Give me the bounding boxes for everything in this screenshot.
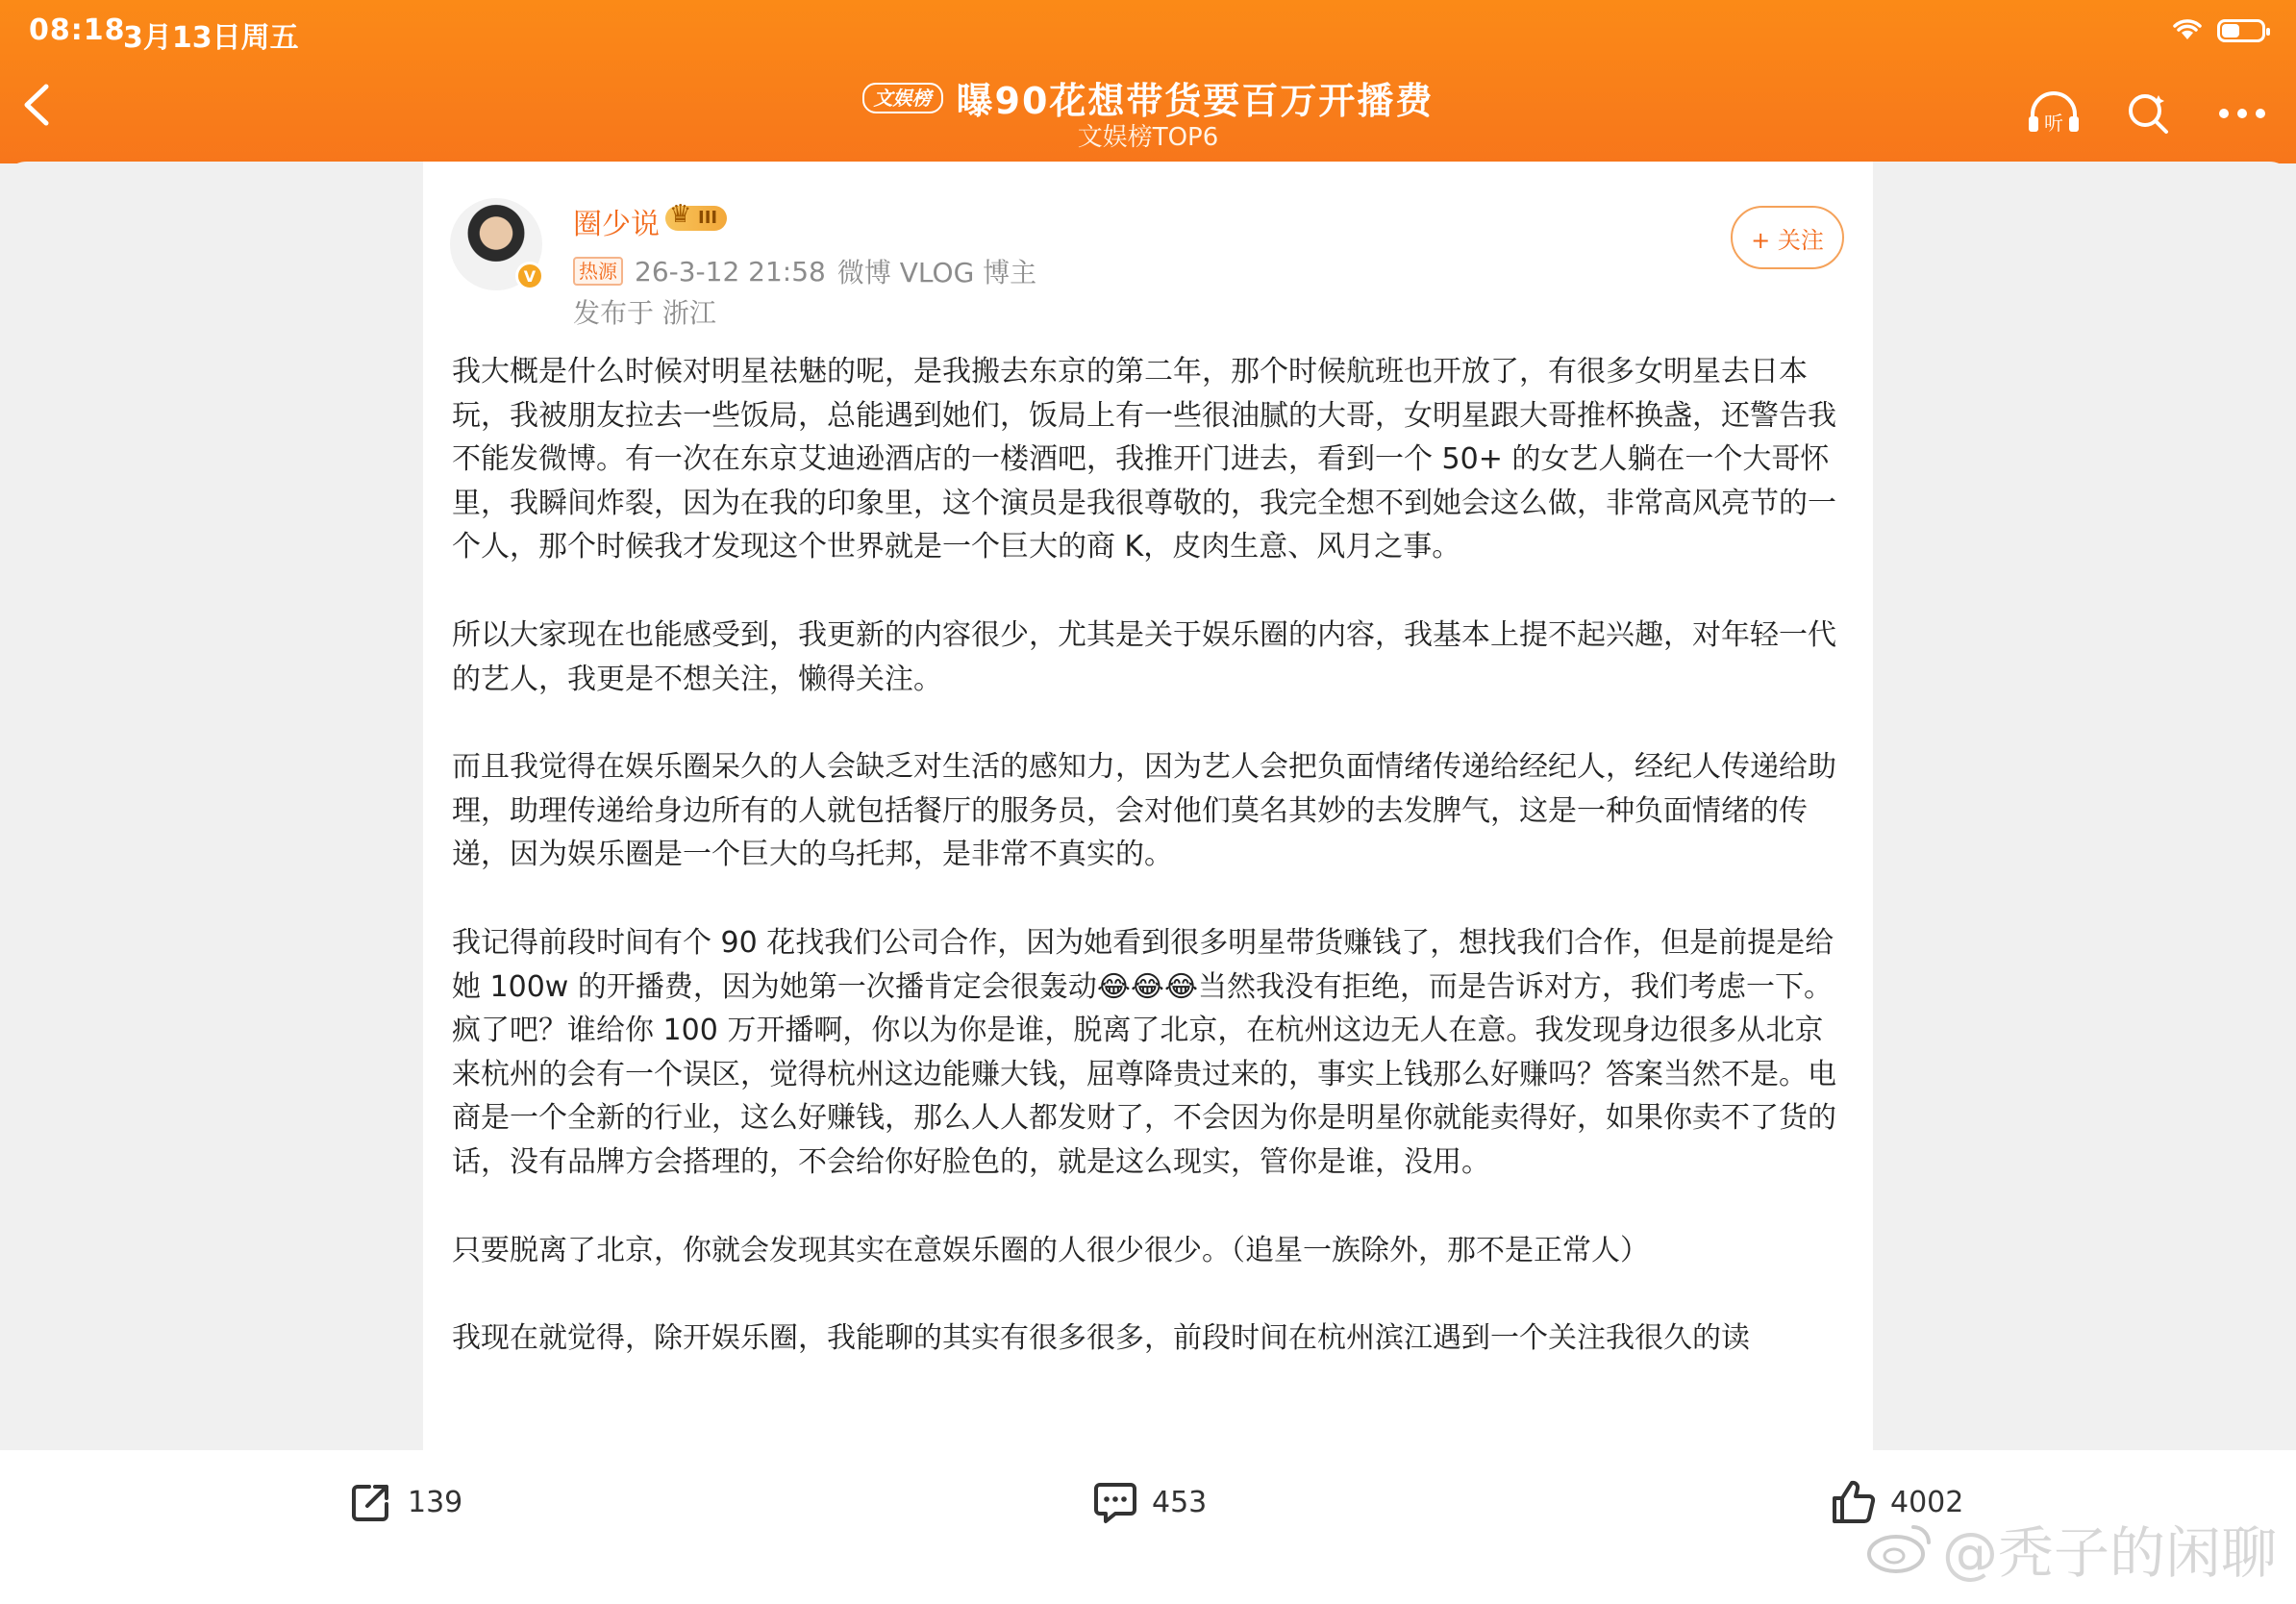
watermark xyxy=(1865,1508,2277,1589)
post-paragraph: 而且我觉得在娱乐圈呆久的人会缺乏对生活的感知力，因为艺人会把负面情绪传递给经纪人，经纪人传递给助理，助理传递给身边所有的人就包括餐厅的服务员，会对他们莫名其妙的去发脾气，这是一种负面情绪的传递，因为娱乐圈是一个巨大的乌托邦，是非常不真实的。 xyxy=(452,750,1836,872)
battery-icon xyxy=(2217,19,2265,42)
repost-button[interactable] xyxy=(348,1479,462,1525)
verified-badge-icon: V xyxy=(515,262,544,290)
post-location: 发布于 浙江 xyxy=(573,297,716,329)
rank-badge xyxy=(665,200,727,231)
author-role: 微博 VLOG 博主 xyxy=(836,257,1037,288)
search-button[interactable] xyxy=(2119,85,2177,142)
post-paragraph: 我记得前段时间有个 90 花找我们公司合作，因为她看到很多明星带货赚钱了，想找我们合作，但是前提是给她 100w 的开播费，因为她第一次播肯定会很轰动😂😂😂当然我没有拒绝，而是告诉对方，我们考虑一下。疯了吧？谁给你 100 万开播啊，你以为你是谁，脱离了北京，在杭州这边无人在意。我发现身边很多从北京来杭州的会有一个误区，觉得杭州这边能赚大钱，屈尊降贵过来的，事实上钱那么好赚吗？答案当然不是。电商是一个全新的行业，这么好赚钱，那么人人都发财了，不会因为你是明星你就能卖得好，如果你卖不了货的话，没有品牌方会搭理的，不会给你好脸色的，就是这么现实，管你是谁，没用。 xyxy=(452,925,1836,1179)
listen-button[interactable] xyxy=(2025,85,2083,142)
post-meta xyxy=(573,252,1036,290)
wifi-icon xyxy=(2171,16,2204,45)
author-name[interactable]: 圈少说 xyxy=(573,208,660,241)
post-paragraph: 所以大家现在也能感受到，我更新的内容很少，尤其是关于娱乐圈的内容，我基本上提不起兴趣，对年轻一代的艺人，我更是不想关注，懒得关注。 xyxy=(452,617,1836,696)
watermark-text: @秃子的闲聊 xyxy=(1941,1520,2277,1586)
post-paragraph: 我大概是什么时候对明星祛魅的呢，是我搬去东京的第二年，那个时候航班也开放了，有很多女明星去日本玩，我被朋友拉去一些饭局，总能遇到她们，饭局上有一些很油腻的大哥，女明星跟大哥推杯换盏，还警告我不能发微博。有一次在东京艾迪逊酒店的一楼酒吧，我推开门进去，看到一个 50+ 的女艺人躺在一个大哥怀里，我瞬间炸裂，因为在我的印象里，这个演员是我很尊敬的，我完全想不到她会这么做，非常高风亮节的一个人，那个时候我才发现这个世界就是一个巨大的商 K，皮肉生意、风月之事。 xyxy=(452,355,1836,564)
post-card xyxy=(423,162,1873,1450)
status-date: 3月13日周五 xyxy=(123,21,299,55)
status-icons xyxy=(2171,13,2265,48)
search-icon xyxy=(2124,89,2172,138)
crown-icon: ♛ xyxy=(669,200,692,229)
rank-label: III xyxy=(698,208,718,228)
post-paragraph: 只要脱离了北京，你就会发现其实在意娱乐圈的人很少很少。（追星一族除外，那不是正常人） xyxy=(452,1233,1649,1267)
hot-source-tag: 热源 xyxy=(573,257,623,286)
repost-count: 139 xyxy=(408,1485,463,1519)
page-title xyxy=(0,71,2296,124)
topic-subtitle[interactable]: 文娱榜TOP6 xyxy=(1077,123,1219,152)
header-actions xyxy=(2025,85,2271,142)
more-dots-icon xyxy=(2218,104,2266,123)
post-paragraph: 我现在就觉得，除开娱乐圈，我能聊的其实有很多很多，前段时间在杭州滨江遇到一个关注我很久的读 xyxy=(452,1321,1750,1356)
post-body xyxy=(452,350,1846,1405)
follow-button[interactable]: + 关注 xyxy=(1731,206,1844,269)
comment-count: 453 xyxy=(1152,1485,1208,1519)
headphones-icon xyxy=(2025,89,2083,138)
comment-button[interactable] xyxy=(1092,1479,1207,1525)
more-button[interactable] xyxy=(2213,85,2271,142)
weibo-logo-icon xyxy=(1865,1521,1933,1575)
share-icon xyxy=(348,1479,394,1525)
hotlist-badge: 文娱榜 xyxy=(862,83,943,113)
post-timestamp: 26-3-12 21:58 xyxy=(635,255,826,288)
svg-text:听: 听 xyxy=(2044,112,2063,135)
like-count: 4002 xyxy=(1890,1485,1964,1519)
top-header xyxy=(0,0,2296,163)
topic-title: 曝90花想带货要百万开播费 xyxy=(956,80,1435,122)
comment-icon xyxy=(1092,1479,1138,1525)
status-time: 08:18 xyxy=(29,13,126,47)
